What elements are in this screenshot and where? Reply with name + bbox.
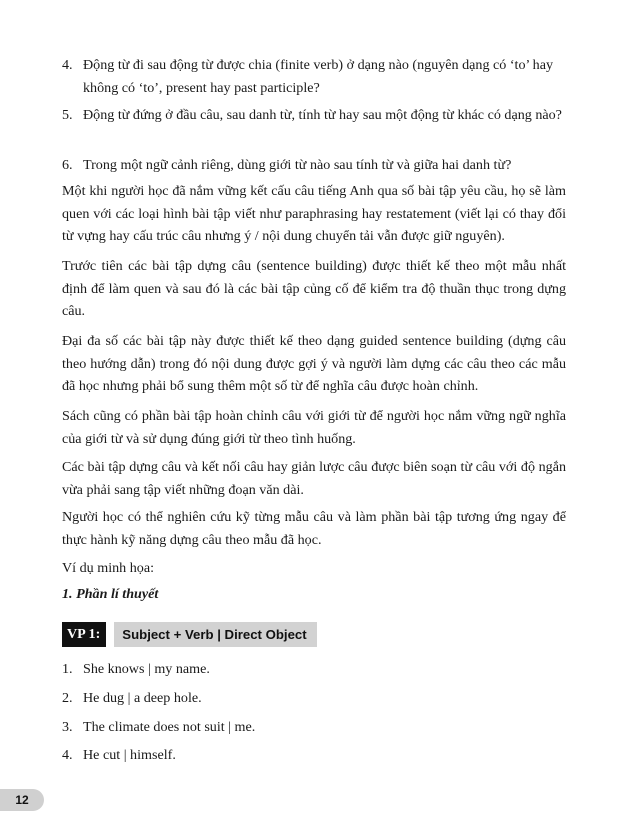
example-text: He cut | himself. bbox=[83, 747, 176, 763]
body-paragraph: Đại đa số các bài tập này được thiết kế theo dạng guided sentence building (dựng câu theo hướng dẫn) trong đó nội dung được gợi ý và người làm dựng các câu theo các mẫu đã học nhưng phải bổ sung thêm một số từ để nghĩa câu được hoàn chỉnh. bbox=[62, 333, 566, 394]
example-number: 2. bbox=[62, 690, 73, 706]
body-paragraph: Một khi người học đã nắm vững kết cấu câu tiếng Anh qua số bài tập yêu cầu, họ sẽ làm quen với các loại hình bài tập viết như paraphrasing hay restatement (viết lại có thay đổi từ vựng hay cấu trúc câu nhưng ý / nội dung chuyển tải vẫn được giữ nguyên). bbox=[62, 183, 566, 244]
example-item bbox=[62, 687, 566, 710]
question-text: Động từ đứng ở đầu câu, sau danh từ, tính từ hay sau một động từ khác có dạng nào? bbox=[83, 107, 562, 123]
question-text: Trong một ngữ cảnh riêng, dùng giới từ nào sau tính từ và giữa hai danh từ? bbox=[83, 157, 512, 173]
example-number: 1. bbox=[62, 661, 73, 677]
question-text: Động từ đi sau động từ được chia (finite verb) ở dạng nào (nguyên dạng có ‘to’ hay không có ‘to’, present hay past participle? bbox=[83, 57, 554, 96]
example-number: 4. bbox=[62, 747, 73, 763]
question-item bbox=[62, 54, 566, 99]
example-text: He dug | a deep hole. bbox=[83, 690, 202, 706]
example-item bbox=[62, 658, 566, 681]
question-item bbox=[62, 154, 566, 177]
body-paragraph: Các bài tập dựng câu và kết nối câu hay giản lược câu được biên soạn từ câu với độ ngắn vừa phải sang tập viết những đoạn văn dài. bbox=[62, 459, 566, 498]
example-text: She knows | my name. bbox=[83, 661, 210, 677]
example-number: 3. bbox=[62, 719, 73, 735]
body-paragraph: Người học có thể nghiên cứu kỹ từng mẫu câu và làm phần bài tập tương ứng ngay để thực hành kỹ năng dựng câu theo mẫu đã học. bbox=[62, 509, 566, 548]
body-paragraph: Sách cũng có phần bài tập hoàn chỉnh câu với giới từ để người học nắm vững ngữ nghĩa của giới từ và sử dụng đúng giới từ theo tình huống. bbox=[62, 408, 566, 447]
example-text: The climate does not suit | me. bbox=[83, 719, 256, 735]
verb-pattern-formula: Subject + Verb | Direct Object bbox=[114, 622, 316, 647]
example-label: Ví dụ minh họa: bbox=[62, 560, 154, 576]
body-paragraph: Trước tiên các bài tập dựng câu (sentence building) được thiết kế theo một mẫu nhất định để làm quen và sau đó là các bài tập củng cố để kiểm tra độ thuần thục trong dựng câu. bbox=[62, 258, 566, 319]
page-number: 12 bbox=[0, 789, 44, 811]
question-number: 4. bbox=[62, 57, 73, 73]
question-item bbox=[62, 104, 566, 127]
verb-pattern-tag: VP 1: bbox=[62, 622, 106, 647]
verb-pattern-box bbox=[62, 622, 317, 647]
example-item bbox=[62, 716, 566, 739]
section-heading: 1. Phần lí thuyết bbox=[62, 586, 159, 602]
question-number: 5. bbox=[62, 107, 73, 123]
question-number: 6. bbox=[62, 157, 73, 173]
example-item bbox=[62, 744, 566, 767]
